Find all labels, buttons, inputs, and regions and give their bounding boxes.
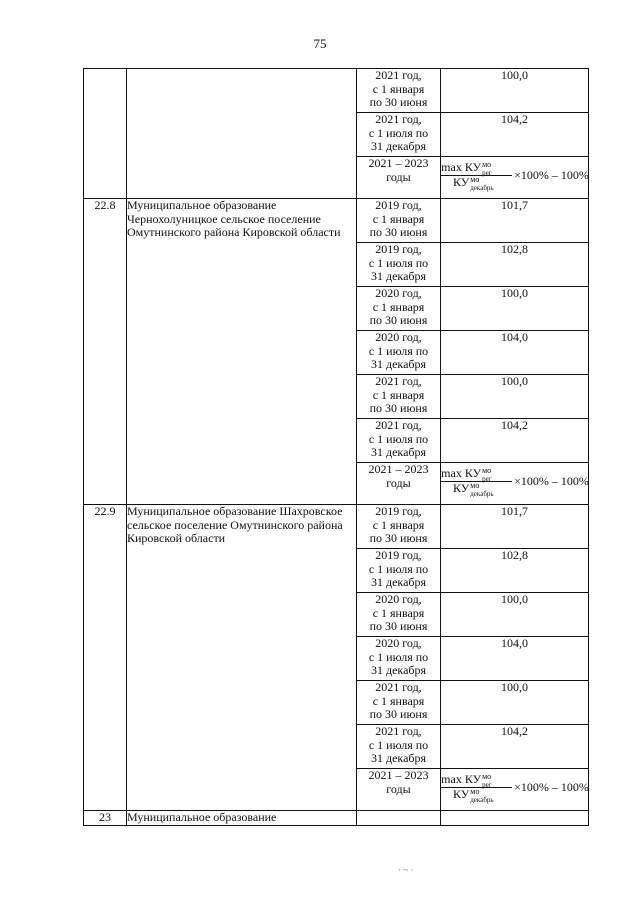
formula-fraction: max КУ мо рег КУ мо декабрь xyxy=(440,161,512,190)
row-number: 22.8 xyxy=(84,199,127,505)
municipality-name: Муниципальное образование xyxy=(127,811,357,826)
period-line: 31 декабря xyxy=(370,663,427,677)
period-line: с 1 июля по xyxy=(368,125,429,140)
growth-formula: max КУ мо рег КУ мо декабрь ×100% – 100% xyxy=(441,772,589,804)
period-cell xyxy=(357,463,441,505)
period-line: 2020 год, xyxy=(375,330,422,344)
period-line: 2021 год, xyxy=(375,112,422,126)
period-line: по 30 июня xyxy=(369,401,428,415)
period-cell xyxy=(357,157,441,199)
period-line: 2021 год, xyxy=(375,374,422,388)
index-value: 100,0 xyxy=(441,593,589,637)
growth-formula: max КУ мо рег КУ мо декабрь ×100% – 100% xyxy=(441,466,589,498)
growth-formula: max КУ мо рег КУ мо декабрь ×100% – 100% xyxy=(441,160,589,192)
tariff-table xyxy=(83,68,589,826)
period-line: 2021 год, xyxy=(375,418,422,432)
period-line: с 1 июля по xyxy=(368,431,429,446)
page-number: 75 xyxy=(313,36,327,51)
table-row xyxy=(84,199,589,243)
period-line: 2021 год, xyxy=(375,68,422,82)
period-cell xyxy=(357,681,441,725)
period-line: 2021 год, xyxy=(375,680,422,694)
period-line: 2021 год, xyxy=(375,724,422,738)
index-value: 104,2 xyxy=(441,725,589,769)
index-value xyxy=(441,463,589,505)
period-line: 2020 год, xyxy=(375,592,422,606)
row-number: 22.9 xyxy=(84,505,127,811)
period-line: с 1 января xyxy=(372,517,425,532)
table-row xyxy=(84,811,589,826)
period-line: 31 декабря xyxy=(370,751,427,765)
index-value: 104,2 xyxy=(441,113,589,157)
period-line: 2021 – 2023 xyxy=(368,462,429,476)
period-line: с 1 января xyxy=(372,299,425,314)
table-row xyxy=(84,69,589,113)
period-line: с 1 января xyxy=(372,81,425,96)
period-line: 2021 – 2023 xyxy=(368,768,429,782)
period-line: по 30 июня xyxy=(369,619,428,633)
period-cell xyxy=(357,331,441,375)
index-value: 101,7 xyxy=(441,199,589,243)
period-line: по 30 июня xyxy=(369,313,428,327)
index-value: 100,0 xyxy=(441,69,589,113)
index-value xyxy=(441,811,589,826)
period-line: с 1 июля по xyxy=(368,561,429,576)
period-cell xyxy=(357,243,441,287)
period-cell xyxy=(357,637,441,681)
period-cell xyxy=(357,375,441,419)
index-value: 104,2 xyxy=(441,419,589,463)
period-line: с 1 января xyxy=(372,211,425,226)
period-line: 2020 год, xyxy=(375,286,422,300)
period-cell xyxy=(357,69,441,113)
index-value xyxy=(441,769,589,811)
period-cell xyxy=(357,113,441,157)
period-cell xyxy=(357,199,441,243)
period-line: по 30 июня xyxy=(369,95,428,109)
period-line: 2019 год, xyxy=(375,198,422,212)
period-cell xyxy=(357,287,441,331)
period-line: с 1 января xyxy=(372,387,425,402)
index-value: 100,0 xyxy=(441,681,589,725)
formula-fraction: max КУ мо рег КУ мо декабрь xyxy=(440,773,512,802)
period-cell xyxy=(357,769,441,811)
index-value: 104,0 xyxy=(441,331,589,375)
period-line: с 1 июля по xyxy=(368,649,429,664)
period-line: 2019 год, xyxy=(375,504,422,518)
period-line: по 30 июня xyxy=(369,225,428,239)
index-value: 102,8 xyxy=(441,549,589,593)
period-line: с 1 июля по xyxy=(368,255,429,270)
index-value: 100,0 xyxy=(441,375,589,419)
formula-fraction: max КУ мо рег КУ мо декабрь xyxy=(440,467,512,496)
index-value: 100,0 xyxy=(441,287,589,331)
index-value: 102,8 xyxy=(441,243,589,287)
period-cell xyxy=(357,549,441,593)
period-line: годы xyxy=(386,475,411,490)
period-line: 31 декабря xyxy=(370,357,427,371)
index-value: 104,0 xyxy=(441,637,589,681)
row-number xyxy=(84,69,127,199)
period-line: годы xyxy=(386,781,411,796)
period-line: годы xyxy=(386,169,411,184)
period-line: 31 декабря xyxy=(370,139,427,153)
period-line: 31 декабря xyxy=(370,575,427,589)
index-value xyxy=(441,157,589,199)
municipality-name: Муниципальное образование Чернохолуницкое сельское поселение Омутнинского района Кировской области xyxy=(127,199,357,505)
period-line: 2021 – 2023 xyxy=(368,156,429,170)
period-line: по 30 июня xyxy=(369,707,428,721)
period-line: 2019 год, xyxy=(375,242,422,256)
period-cell xyxy=(357,593,441,637)
period-line: 31 декабря xyxy=(370,269,427,283)
period-cell xyxy=(357,505,441,549)
period-line: с 1 января xyxy=(372,693,425,708)
period-line: 2020 год, xyxy=(375,636,422,650)
table-row xyxy=(84,505,589,549)
period-line: с 1 июля по xyxy=(368,737,429,752)
row-number: 23 xyxy=(84,811,127,826)
period-cell xyxy=(357,725,441,769)
period-cell xyxy=(357,419,441,463)
index-value: 101,7 xyxy=(441,505,589,549)
period-line: с 1 января xyxy=(372,605,425,620)
period-line: по 30 июня xyxy=(369,531,428,545)
municipality-name: Муниципальное образование Шахровское сельское поселение Омутнинского района Кировской области xyxy=(127,505,357,811)
scan-artifact: · ~ · xyxy=(398,865,414,875)
period-line: 31 декабря xyxy=(370,445,427,459)
period-line: 2019 год, xyxy=(375,548,422,562)
period-cell xyxy=(357,811,441,826)
period-line: с 1 июля по xyxy=(368,343,429,358)
municipality-name xyxy=(127,69,357,199)
